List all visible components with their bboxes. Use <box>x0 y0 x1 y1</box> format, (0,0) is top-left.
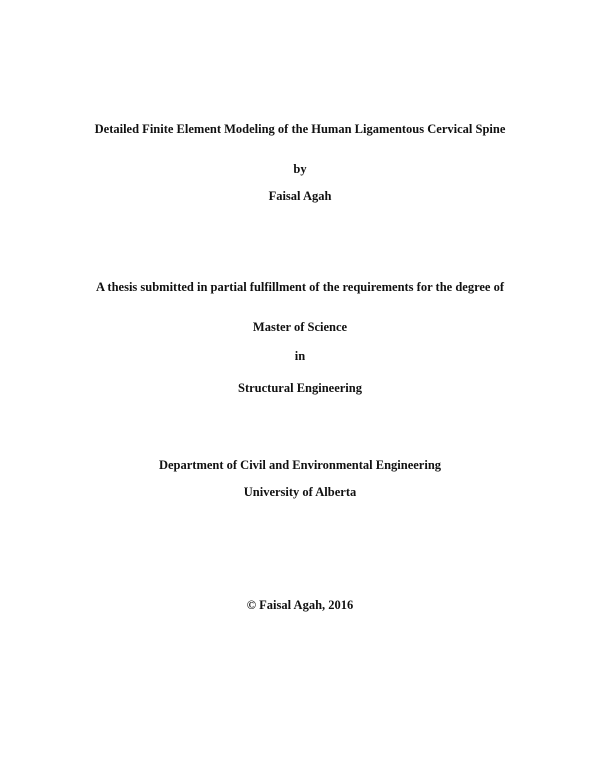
by-label: by <box>293 162 307 176</box>
department-name: Department of Civil and Environmental Engineering <box>158 458 442 472</box>
degree-name: Master of Science <box>252 320 348 334</box>
field-of-study: Structural Engineering <box>238 381 362 395</box>
submission-statement: A thesis submitted in partial fulfillment of the requirements for the degree of <box>95 280 505 294</box>
author-name: Faisal Agah <box>268 189 332 203</box>
thesis-title: Detailed Finite Element Modeling of the Human Ligamentous Cervical Spine <box>94 122 506 136</box>
university-name: University of Alberta <box>243 485 357 499</box>
in-label: in <box>294 349 306 363</box>
copyright-notice: © Faisal Agah, 2016 <box>246 598 354 612</box>
